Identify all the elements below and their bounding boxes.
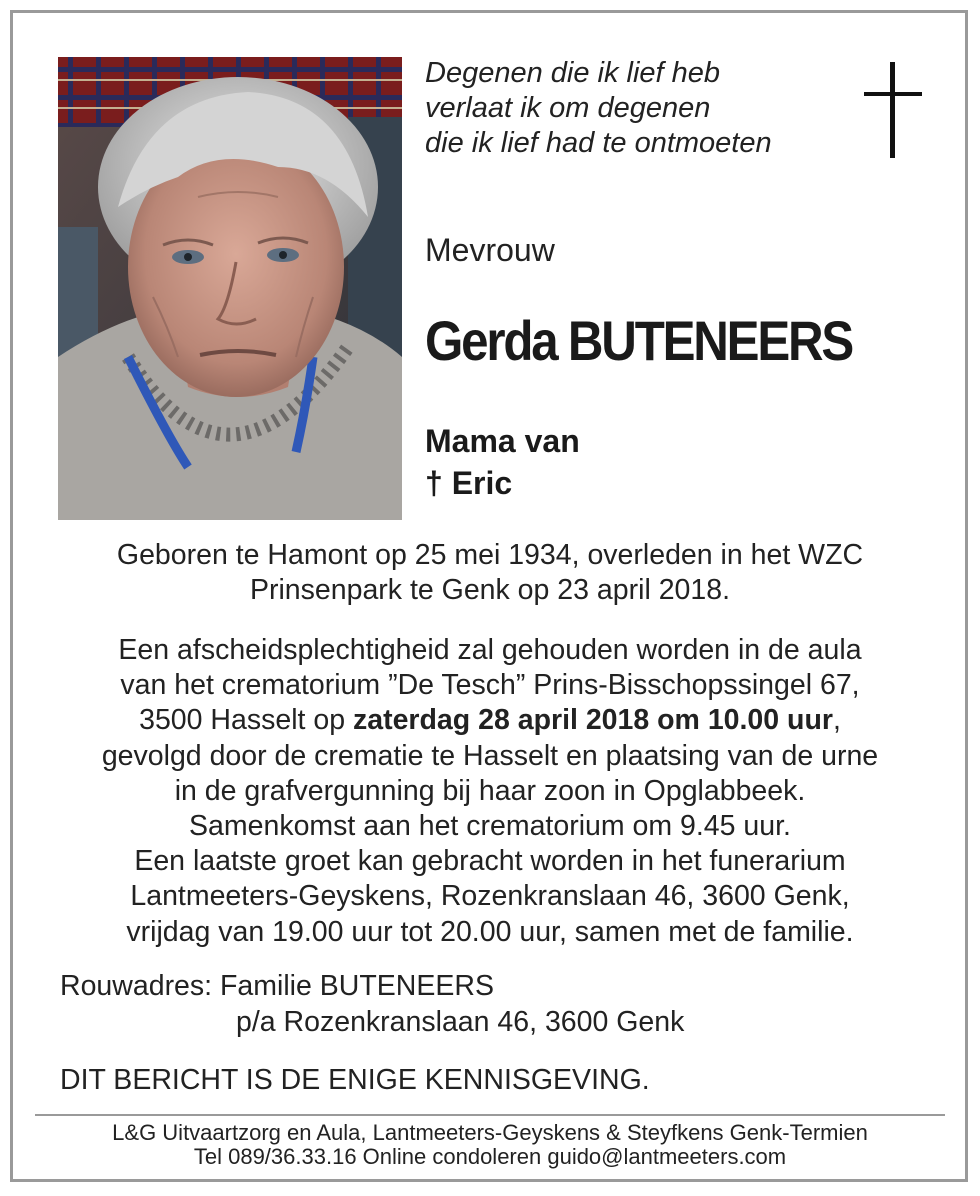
address-line: p/a Rozenkranslaan 46, 3600 Genk [236, 1006, 685, 1038]
relation-line: † Eric [425, 465, 513, 501]
ceremony-date: zaterdag 28 april 2018 om 10.00 uur [352, 704, 833, 737]
ceremony-line: Een afscheidsplechtigheid zal gehouden worden in de aula [118, 634, 862, 666]
sole-notice: DIT BERICHT IS DE ENIGE KENNISGEVING. [60, 1064, 650, 1096]
deceased-name: Gerda BUTENEERS [425, 309, 853, 372]
ceremony-line: Samenkomst aan het crematorium om 9.45 uur. [189, 810, 791, 843]
ceremony-date-suffix: , [832, 704, 841, 737]
ceremony-line: van het crematorium ”De Tesch” Prins-Bisschopssingel 67, [120, 669, 860, 702]
birth-death-info [40, 538, 940, 608]
relation-block [425, 420, 580, 504]
ceremony-line: in de grafvergunning bij haar zoon in Opglabbeek. [174, 774, 806, 807]
birth-line: Prinsenpark te Genk op 23 april 2018. [249, 574, 731, 607]
birth-line: Geboren te Hamont op 25 mei 1934, overleden in het WZC [116, 539, 864, 571]
quote-line: verlaat ik om degenen [425, 92, 711, 124]
ceremony-line: Een laatste groet kan gebracht worden in het funerarium [134, 845, 846, 878]
cross-icon [864, 62, 922, 158]
quote-line: die ik lief had te ontmoeten [425, 127, 772, 159]
footer-line: L&G Uitvaartzorg en Aula, Lantmeeters-Geyskens & Steyfkens Genk-Termien [112, 1120, 868, 1145]
memorial-quote [425, 56, 845, 161]
portrait-photo [58, 57, 402, 520]
ceremony-line: vrijdag van 19.00 uur tot 20.00 uur, samen met de familie. [126, 915, 854, 948]
ceremony-line: gevolgd door de crematie te Hasselt en plaatsing van de urne [101, 739, 879, 772]
honorific-title: Mevrouw [425, 232, 555, 268]
ceremony-info [40, 633, 940, 950]
mourning-address [60, 968, 684, 1040]
relation-line: Mama van [425, 423, 580, 459]
ceremony-date-prefix: 3500 Hasselt op [139, 704, 353, 737]
quote-line: Degenen die ik lief heb [425, 57, 721, 89]
funeral-home-footer [40, 1121, 940, 1169]
footer-line: Tel 089/36.33.16 Online condoleren guido@lantmeeters.com [193, 1144, 787, 1169]
ceremony-line: Lantmeeters-Geyskens, Rozenkranslaan 46, 3600 Genk, [130, 880, 850, 913]
ceremony-date-line [40, 703, 940, 738]
address-line: Rouwadres: Familie BUTENEERS [60, 970, 494, 1002]
footer-divider [35, 1114, 945, 1116]
